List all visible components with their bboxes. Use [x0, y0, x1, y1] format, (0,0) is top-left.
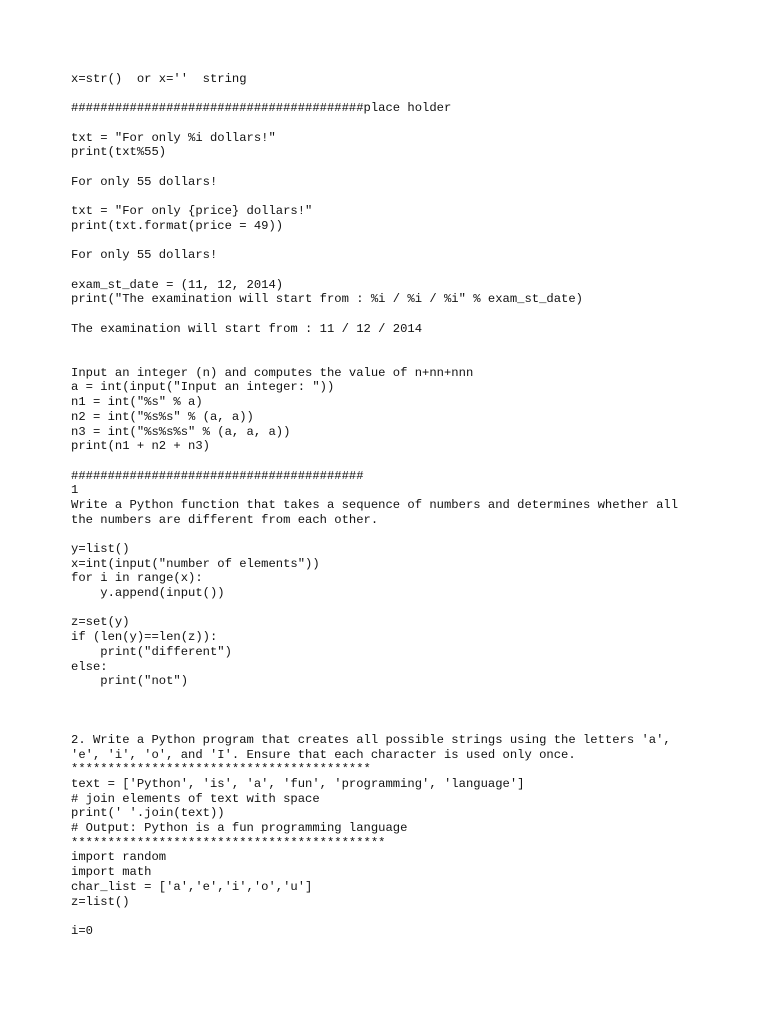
text-line: Write a Python function that takes a sequence of numbers and determines whether all [71, 497, 679, 512]
text-line [71, 909, 731, 924]
text-line: txt = "For only %i dollars!" [71, 130, 276, 145]
text-line: y.append(input()) [71, 586, 225, 601]
text-line: import random [71, 850, 167, 865]
text-line [71, 234, 731, 249]
text-line: x=int(input("number of elements")) [71, 556, 320, 571]
text-line [71, 307, 731, 322]
text-line: 'e', 'i', 'o', and 'I'. Ensure that each character is used only once. [71, 747, 576, 762]
text-line [71, 704, 731, 719]
text-line: n1 = int("%s" % a) [71, 395, 203, 410]
text-line: the numbers are different from each other. [71, 512, 379, 527]
text-line: print("The examination will start from : %i / %i / %i" % exam_st_date) [71, 292, 583, 307]
text-line: # join elements of text with space [71, 791, 320, 806]
text-line [71, 160, 731, 175]
text-line [71, 527, 731, 542]
text-line: if (len(y)==len(z)): [71, 630, 218, 645]
text-line: a = int(input("Input an integer: ")) [71, 380, 335, 395]
text-line: 2. Write a Python program that creates all possible strings using the letters 'a', [71, 732, 671, 747]
text-line: print("different") [71, 644, 232, 659]
text-line: print(txt.format(price = 49)) [71, 218, 284, 233]
text-line: ***************************************** [71, 762, 371, 777]
text-line [71, 454, 731, 469]
text-line: char_list = ['a','e','i','o','u'] [71, 879, 313, 894]
text-line: txt = "For only {price} dollars!" [71, 204, 313, 219]
text-line [71, 689, 731, 704]
text-line: For only 55 dollars! [71, 248, 218, 263]
text-line: print(' '.join(text)) [71, 806, 225, 821]
text-line: for i in range(x): [71, 571, 203, 586]
text-line: z=set(y) [71, 615, 130, 630]
text-line [71, 351, 731, 366]
text-line: else: [71, 659, 108, 674]
text-line [71, 601, 731, 616]
text-line: ########################################place holder [71, 101, 452, 116]
text-line [71, 263, 731, 278]
text-line: y=list() [71, 542, 130, 556]
text-line: n2 = int("%s%s" % (a, a)) [71, 409, 254, 424]
text-line: ******************************************* [71, 835, 386, 850]
text-line: print(txt%55) [71, 145, 167, 160]
text-line: text = ['Python', 'is', 'a', 'fun', 'programming', 'language'] [71, 777, 525, 791]
text-line [71, 116, 731, 131]
document-page [71, 72, 731, 939]
text-line: For only 55 dollars! [71, 174, 218, 189]
text-line: i=0 [71, 923, 93, 938]
text-line [71, 87, 731, 102]
text-line: # Output: Python is a fun programming language [71, 821, 408, 836]
text-line: import math [71, 865, 152, 880]
text-line: Input an integer (n) and computes the value of n+nn+nnn [71, 365, 474, 380]
text-line [71, 190, 731, 205]
text-line: z=list() [71, 894, 130, 909]
text-line: ######################################## [71, 468, 364, 483]
text-line [71, 336, 731, 351]
text-line: n3 = int("%s%s%s" % (a, a, a)) [71, 424, 291, 439]
text-line [71, 718, 731, 733]
text-line: 1 [71, 483, 79, 498]
text-line: The examination will start from : 11 / 12 / 2014 [71, 321, 423, 336]
text-line: exam_st_date = (11, 12, 2014) [71, 277, 284, 292]
text-line: x=str() or x='' string [71, 72, 247, 86]
text-line: print("not") [71, 674, 189, 689]
text-line: print(n1 + n2 + n3) [71, 439, 210, 454]
